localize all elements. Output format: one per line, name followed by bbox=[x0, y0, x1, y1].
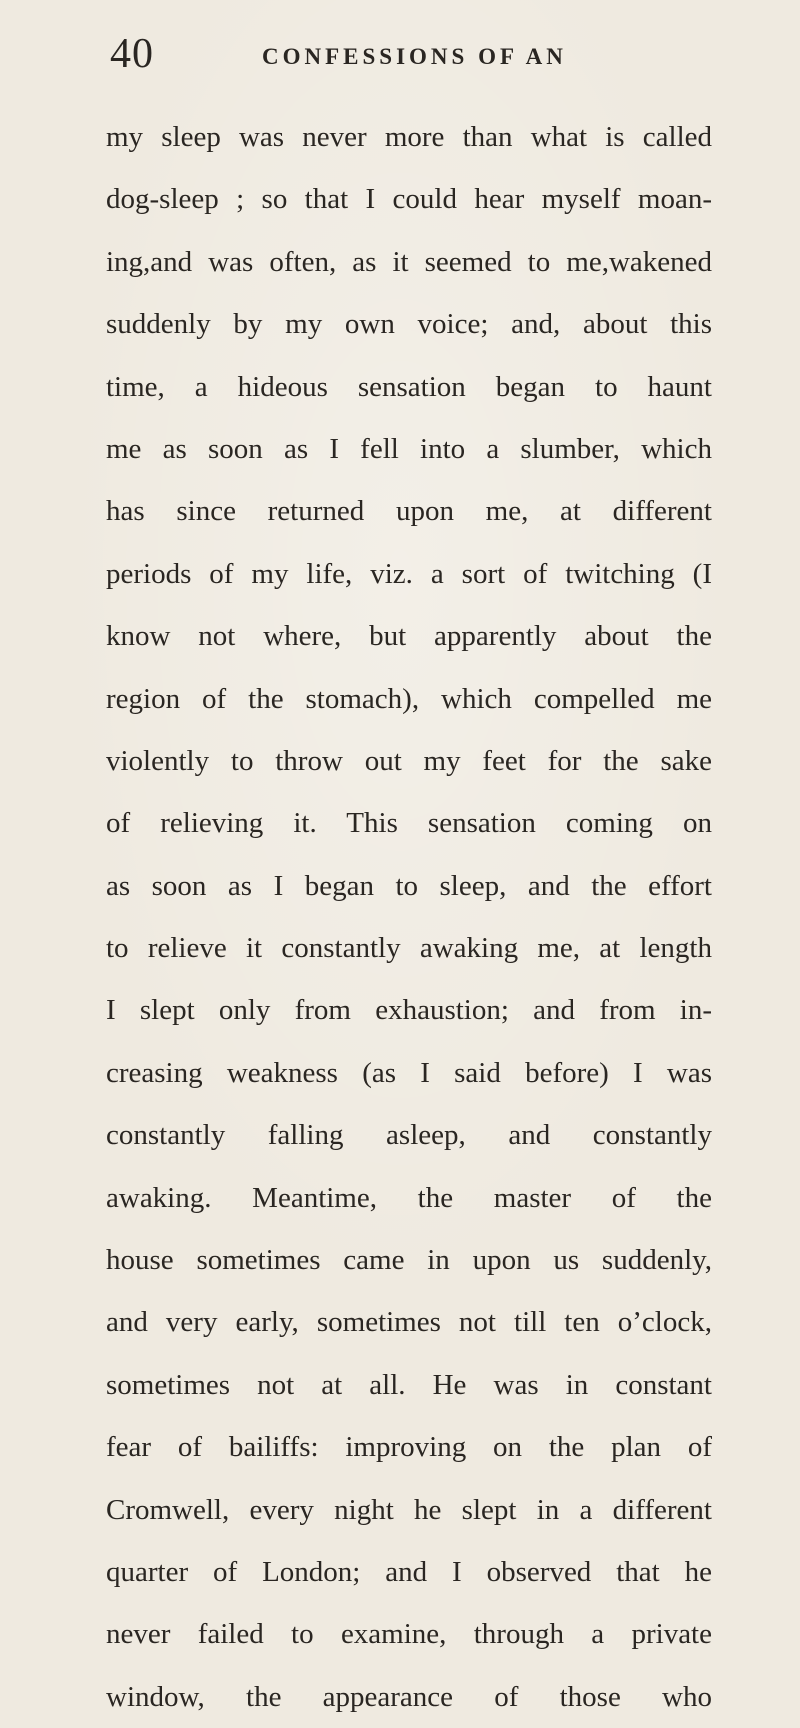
text-line: periods of my life, viz. a sort of twitching (I bbox=[106, 557, 712, 590]
text-line: me as soon as I fell into a slumber, which bbox=[106, 432, 712, 465]
text-line: I slept only from exhaustion; and from in- bbox=[106, 994, 712, 1027]
text-line: fear of bailiffs: improving on the plan of bbox=[106, 1431, 712, 1464]
text-line: awaking. Meantime, the master of the bbox=[106, 1181, 712, 1214]
running-head bbox=[110, 28, 730, 80]
text-line: ing,and was often, as it seemed to me,wakened bbox=[106, 245, 712, 278]
text-line: time, a hideous sensation began to haunt bbox=[106, 370, 712, 403]
text-line: house sometimes came in upon us suddenly, bbox=[106, 1244, 712, 1277]
text-line: window, the appearance of those who bbox=[106, 1680, 712, 1713]
page-number: 40 bbox=[110, 31, 154, 77]
text-line: dog-sleep ; so that I could hear myself moan- bbox=[106, 183, 712, 216]
text-line: know not where, but apparently about the bbox=[106, 620, 712, 653]
text-line: sometimes not at all. He was in constant bbox=[106, 1368, 712, 1401]
text-line: constantly falling asleep, and constantly bbox=[106, 1119, 712, 1152]
running-title: CONFESSIONS OF AN bbox=[262, 44, 567, 69]
body-text bbox=[106, 106, 712, 1728]
text-line: never failed to examine, through a private bbox=[106, 1618, 712, 1651]
text-line: suddenly by my own voice; and, about this bbox=[106, 308, 712, 341]
text-line: Cromwell, every night he slept in a different bbox=[106, 1493, 712, 1526]
text-line: has since returned upon me, at different bbox=[106, 495, 712, 528]
text-line: my sleep was never more than what is called bbox=[106, 121, 712, 153]
text-line: creasing weakness (as I said before) I was bbox=[106, 1056, 712, 1089]
text-line: of relieving it. This sensation coming on bbox=[106, 807, 712, 840]
text-line: quarter of London; and I observed that he bbox=[106, 1555, 712, 1588]
text-line: to relieve it constantly awaking me, at length bbox=[106, 932, 712, 965]
text-line: as soon as I began to sleep, and the effort bbox=[106, 869, 712, 902]
text-line: region of the stomach), which compelled me bbox=[106, 682, 712, 715]
text-line: violently to throw out my feet for the sake bbox=[106, 744, 712, 777]
text-line: and very early, sometimes not till ten o’clock, bbox=[106, 1306, 712, 1339]
